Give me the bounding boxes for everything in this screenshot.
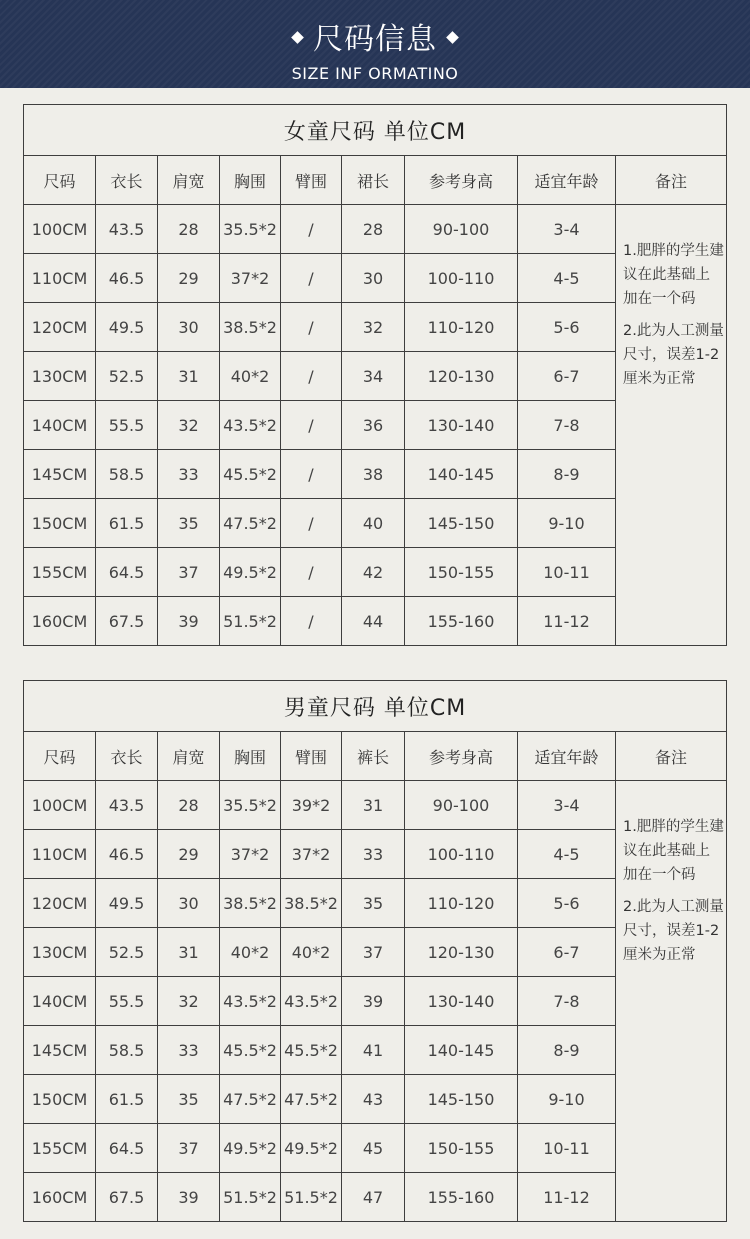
- table-cell: 140-145: [405, 1026, 518, 1075]
- table-cell: 7-8: [518, 977, 616, 1026]
- table-cell: 155CM: [24, 1124, 96, 1173]
- table-cell: 5-6: [518, 879, 616, 928]
- table-cell: 33: [342, 830, 405, 879]
- table-cell: 31: [342, 781, 405, 830]
- table-cell: 40*2: [281, 928, 342, 977]
- table-cell: 51.5*2: [281, 1173, 342, 1222]
- column-header: 裙长: [342, 156, 405, 205]
- diamond-left-icon: [292, 31, 305, 44]
- table-cell: 46.5: [96, 254, 158, 303]
- table-cell: 43.5: [96, 781, 158, 830]
- table-cell: /: [281, 352, 342, 401]
- column-header: 肩宽: [158, 732, 220, 781]
- table-cell: 34: [342, 352, 405, 401]
- table-cell: 130CM: [24, 352, 96, 401]
- table-cell: 36: [342, 401, 405, 450]
- table-cell: 41: [342, 1026, 405, 1075]
- diamond-right-icon: [446, 31, 459, 44]
- table-cell: 45.5*2: [281, 1026, 342, 1075]
- column-header: 备注: [616, 156, 727, 205]
- table-cell: /: [281, 205, 342, 254]
- column-header: 肩宽: [158, 156, 220, 205]
- table-cell: 8-9: [518, 450, 616, 499]
- remark-text: 2.此为人工测量尺寸，误差1-2厘米为正常: [623, 323, 724, 387]
- table-cell: 35: [158, 499, 220, 548]
- column-header: 胸围: [220, 156, 281, 205]
- table-cell: 47.5*2: [220, 1075, 281, 1124]
- table-cell: 42: [342, 548, 405, 597]
- table-cell: 6-7: [518, 928, 616, 977]
- table-cell: 120-130: [405, 352, 518, 401]
- table-cell: 110CM: [24, 254, 96, 303]
- column-header: 衣长: [96, 732, 158, 781]
- table-cell: 49.5*2: [220, 548, 281, 597]
- table-cell: 35.5*2: [220, 781, 281, 830]
- table-cell: 44: [342, 597, 405, 646]
- table-cell: 160CM: [24, 1173, 96, 1222]
- table-cell: 38.5*2: [281, 879, 342, 928]
- table-cell: /: [281, 597, 342, 646]
- table-cell: 29: [158, 830, 220, 879]
- column-header: 备注: [616, 732, 727, 781]
- table-cell: 90-100: [405, 205, 518, 254]
- table-row: [24, 205, 727, 254]
- table-caption: 男童尺码 单位CM: [24, 681, 727, 732]
- table-cell: 110-120: [405, 879, 518, 928]
- table-cell: 37*2: [220, 830, 281, 879]
- table-cell: 29: [158, 254, 220, 303]
- table-cell: 43.5*2: [220, 977, 281, 1026]
- column-header: 胸围: [220, 732, 281, 781]
- table-cell: 45.5*2: [220, 450, 281, 499]
- table-cell: 3-4: [518, 205, 616, 254]
- table-cell: /: [281, 548, 342, 597]
- table-cell: 31: [158, 928, 220, 977]
- table-cell: 58.5: [96, 450, 158, 499]
- table-cell: /: [281, 401, 342, 450]
- column-header: 尺码: [24, 732, 96, 781]
- column-header: 适宜年龄: [518, 732, 616, 781]
- table-cell: 38.5*2: [220, 303, 281, 352]
- table-cell: 35.5*2: [220, 205, 281, 254]
- table-cell: 6-7: [518, 352, 616, 401]
- table-cell: /: [281, 450, 342, 499]
- table-cell: 28: [158, 781, 220, 830]
- column-header: 参考身高: [405, 156, 518, 205]
- table-cell: 43: [342, 1075, 405, 1124]
- table-cell: 46.5: [96, 830, 158, 879]
- table-cell: 11-12: [518, 597, 616, 646]
- table-cell: 55.5: [96, 977, 158, 1026]
- table-cell: 120-130: [405, 928, 518, 977]
- table-cell: 37: [342, 928, 405, 977]
- table-cell: 45.5*2: [220, 1026, 281, 1075]
- table-cell: 55.5: [96, 401, 158, 450]
- table-cell: 100CM: [24, 781, 96, 830]
- table-cell: /: [281, 499, 342, 548]
- table-cell: 155-160: [405, 1173, 518, 1222]
- table-cell: 39: [158, 597, 220, 646]
- remark-text: 2.此为人工测量尺寸，误差1-2厘米为正常: [623, 899, 724, 963]
- table-cell: 67.5: [96, 597, 158, 646]
- table-cell: 155CM: [24, 548, 96, 597]
- table-cell: 43.5*2: [220, 401, 281, 450]
- table-cell: 52.5: [96, 928, 158, 977]
- table-cell: 38.5*2: [220, 879, 281, 928]
- table-cell: /: [281, 303, 342, 352]
- table-cell: 130CM: [24, 928, 96, 977]
- boys-size-table: [23, 680, 727, 1222]
- table-cell: 145CM: [24, 450, 96, 499]
- table-cell: 39: [158, 1173, 220, 1222]
- table-cell: 9-10: [518, 1075, 616, 1124]
- table-cell: 45: [342, 1124, 405, 1173]
- table-cell: 100CM: [24, 205, 96, 254]
- table-cell: 51.5*2: [220, 1173, 281, 1222]
- table-cell: 37: [158, 1124, 220, 1173]
- table-cell: 145-150: [405, 1075, 518, 1124]
- table-cell: 11-12: [518, 1173, 616, 1222]
- table-cell: 9-10: [518, 499, 616, 548]
- column-header: 尺码: [24, 156, 96, 205]
- table-cell: 32: [342, 303, 405, 352]
- table-cell: 145-150: [405, 499, 518, 548]
- table-row: [24, 781, 727, 830]
- table-cell: 51.5*2: [220, 597, 281, 646]
- table-cell: 49.5: [96, 879, 158, 928]
- table-cell: 155-160: [405, 597, 518, 646]
- column-header: 适宜年龄: [518, 156, 616, 205]
- girls-size-table: [23, 104, 727, 646]
- table-cell: 38: [342, 450, 405, 499]
- table-cell: 43.5*2: [281, 977, 342, 1026]
- table-cell: 35: [342, 879, 405, 928]
- table-cell: 49.5: [96, 303, 158, 352]
- table-cell: 130-140: [405, 977, 518, 1026]
- table-cell: 33: [158, 1026, 220, 1075]
- table-cell: 100-110: [405, 830, 518, 879]
- table-cell: 49.5*2: [281, 1124, 342, 1173]
- column-header: 衣长: [96, 156, 158, 205]
- table-cell: 10-11: [518, 1124, 616, 1173]
- table-cell: 40*2: [220, 352, 281, 401]
- table-cell: 31: [158, 352, 220, 401]
- table-cell: 49.5*2: [220, 1124, 281, 1173]
- table-cell: 120CM: [24, 303, 96, 352]
- table-cell: 30: [342, 254, 405, 303]
- table-cell: 145CM: [24, 1026, 96, 1075]
- table-cell: 32: [158, 401, 220, 450]
- table-cell: 52.5: [96, 352, 158, 401]
- table-header-row: [24, 732, 727, 781]
- table-cell: 47: [342, 1173, 405, 1222]
- table-cell: 64.5: [96, 548, 158, 597]
- column-header: 臂围: [281, 732, 342, 781]
- table-cell: 30: [158, 303, 220, 352]
- table-cell: /: [281, 254, 342, 303]
- table-cell: 40: [342, 499, 405, 548]
- column-header: 臂围: [281, 156, 342, 205]
- table-cell: 150-155: [405, 548, 518, 597]
- table-cell: 47.5*2: [281, 1075, 342, 1124]
- table-cell: 90-100: [405, 781, 518, 830]
- table-cell: 140CM: [24, 977, 96, 1026]
- table-cell: 47.5*2: [220, 499, 281, 548]
- table-cell: 37*2: [281, 830, 342, 879]
- table-cell: 110CM: [24, 830, 96, 879]
- table-cell: 120CM: [24, 879, 96, 928]
- table-cell: 37*2: [220, 254, 281, 303]
- remarks-cell: [616, 205, 727, 646]
- table-cell: 130-140: [405, 401, 518, 450]
- table-cell: 28: [158, 205, 220, 254]
- column-header: 参考身高: [405, 732, 518, 781]
- table-cell: 67.5: [96, 1173, 158, 1222]
- table-cell: 110-120: [405, 303, 518, 352]
- table-cell: 150CM: [24, 1075, 96, 1124]
- page-subtitle: SIZE INF ORMATINO: [291, 64, 459, 83]
- header-banner: [0, 0, 750, 88]
- table-cell: 160CM: [24, 597, 96, 646]
- table-cell: 61.5: [96, 499, 158, 548]
- table-cell: 39*2: [281, 781, 342, 830]
- remark-text: 1.肥胖的学生建议在此基础上加在一个码: [623, 819, 724, 883]
- table-cell: 32: [158, 977, 220, 1026]
- table-cell: 5-6: [518, 303, 616, 352]
- table-cell: 35: [158, 1075, 220, 1124]
- column-header: 裤长: [342, 732, 405, 781]
- table-cell: 40*2: [220, 928, 281, 977]
- table-cell: 140-145: [405, 450, 518, 499]
- table-cell: 30: [158, 879, 220, 928]
- table-cell: 3-4: [518, 781, 616, 830]
- table-cell: 140CM: [24, 401, 96, 450]
- table-cell: 7-8: [518, 401, 616, 450]
- header-title-line: [0, 20, 750, 60]
- table-cell: 4-5: [518, 830, 616, 879]
- table-cell: 8-9: [518, 1026, 616, 1075]
- table-cell: 64.5: [96, 1124, 158, 1173]
- table-cell: 37: [158, 548, 220, 597]
- table-caption: 女童尺码 单位CM: [24, 105, 727, 156]
- table-header-row: [24, 156, 727, 205]
- table-cell: 39: [342, 977, 405, 1026]
- table-cell: 61.5: [96, 1075, 158, 1124]
- table-cell: 33: [158, 450, 220, 499]
- remarks-cell: [616, 781, 727, 1222]
- page-title: 尺码信息: [313, 22, 437, 57]
- table-cell: 150-155: [405, 1124, 518, 1173]
- remark-text: 1.肥胖的学生建议在此基础上加在一个码: [623, 243, 724, 307]
- table-cell: 28: [342, 205, 405, 254]
- table-cell: 10-11: [518, 548, 616, 597]
- table-cell: 58.5: [96, 1026, 158, 1075]
- table-cell: 100-110: [405, 254, 518, 303]
- table-cell: 150CM: [24, 499, 96, 548]
- table-cell: 43.5: [96, 205, 158, 254]
- table-cell: 4-5: [518, 254, 616, 303]
